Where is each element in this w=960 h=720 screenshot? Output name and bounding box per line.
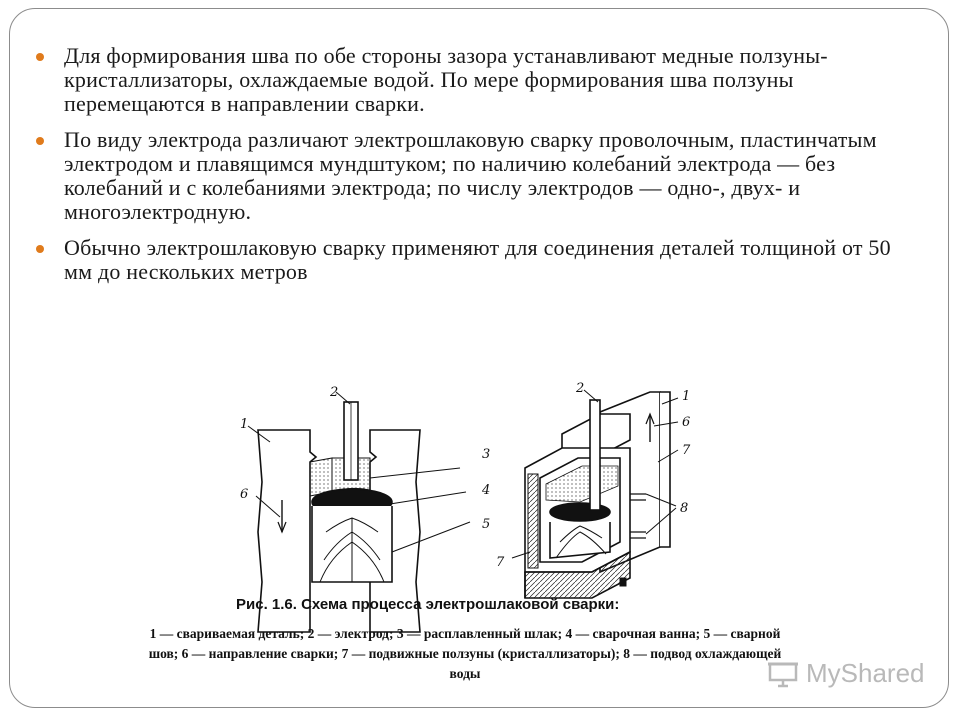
- bullet-text-2: По виду электрода различают электрошлаковую сварку проволочным, пластинчатым электродом и плавящимся мундштуком; по наличию колебаний электрода — без колебаний и с колебаниями электрода; по числу электродов — одно-, двух- и многоэлектродную.: [64, 127, 877, 224]
- label-right-8: 8: [680, 501, 689, 516]
- bullet-item-2: [36, 128, 916, 224]
- label-right-2: 2: [576, 381, 585, 396]
- bullet-list: [36, 44, 916, 296]
- figure-caption-title: Рис. 1.6. Схема процесса электрошлаковой сварки:: [236, 596, 620, 613]
- bullet-item-3: [36, 236, 916, 284]
- label-left-1: 1: [240, 417, 249, 432]
- figure-caption-text: 1 — свариваемая деталь; 2 — электрод; 3 — расплавленный шлак; 4 — сварочная ванна; 5 — сварной шов; 6 — направление сварки; 7 — подвижные ползуны (кристаллизаторы); 8 — подвод охлаждающей воды: [148, 626, 782, 681]
- bullet-dot-icon: [36, 137, 44, 145]
- label-left-6: 6: [240, 487, 249, 502]
- presentation-icon: [766, 658, 800, 688]
- label-left-4: 4: [482, 483, 491, 498]
- bullet-text-1: Для формирования шва по обе стороны зазора устанавливают медные ползуны-кристаллизаторы, охлаждаемые водой. По мере формирования шва ползуны перемещаются в направлении сварки.: [64, 43, 828, 116]
- label-left-5: 5: [482, 517, 491, 532]
- bullet-dot-icon: [36, 245, 44, 253]
- bullet-dot-icon: [36, 53, 44, 61]
- bullet-text-3: Обычно электрошлаковую сварку применяют для соединения деталей толщиной от 50 мм до нескольких метров: [64, 235, 891, 284]
- watermark-text: MyShared: [806, 658, 925, 688]
- bullet-item-1: [36, 44, 916, 116]
- label-right-7b: 7: [496, 555, 505, 570]
- label-left-3: 3: [482, 447, 491, 462]
- right-diagram: [512, 390, 678, 598]
- label-right-6: 6: [682, 415, 691, 430]
- label-left-2: 2: [330, 385, 339, 400]
- label-right-1: 1: [682, 389, 691, 404]
- watermark: [760, 654, 930, 694]
- label-right-7a: 7: [682, 443, 691, 458]
